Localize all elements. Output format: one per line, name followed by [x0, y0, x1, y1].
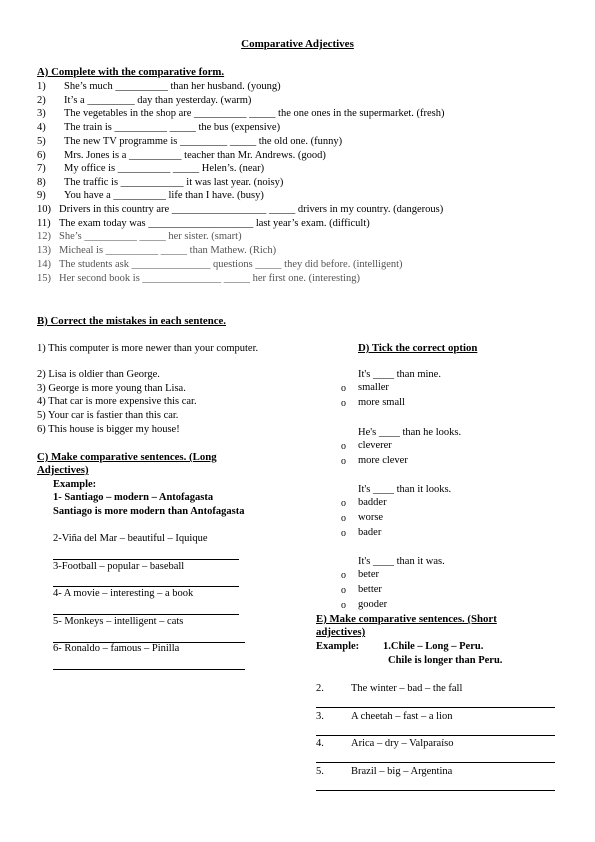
section-b-heading: B) Correct the mistakes in each sentence.: [37, 315, 227, 327]
item-number: 4.: [316, 738, 324, 749]
item-number: 3.: [316, 711, 324, 722]
option-label[interactable]: better: [358, 584, 382, 595]
radio-bullet-icon[interactable]: o: [341, 398, 346, 409]
option-label[interactable]: more clever: [358, 455, 408, 466]
radio-bullet-icon[interactable]: o: [341, 441, 346, 452]
question-prompt: It's ____ than it looks.: [358, 484, 452, 495]
option-label[interactable]: bader: [358, 527, 382, 538]
section-e-heading: E) Make comparative sentences. (Short adjectives): [316, 613, 497, 638]
item-number: 13): [37, 245, 51, 256]
list-item: [37, 95, 251, 106]
list-item: [37, 231, 242, 242]
item-number: 9): [37, 190, 46, 201]
item-text: The exam today was ____________________ last year’s exam. (difficult): [59, 218, 370, 229]
list-item: [37, 177, 283, 188]
radio-bullet-icon[interactable]: o: [341, 600, 346, 611]
section-a-heading: A) Complete with the comparative form.: [37, 66, 225, 78]
answer-line[interactable]: [53, 669, 245, 670]
list-item: [37, 259, 403, 270]
section-b-item: 3) George is more young than Lisa.: [37, 383, 186, 394]
section-e-item: [316, 766, 452, 777]
option-label[interactable]: smaller: [358, 382, 389, 393]
item-text: She’s __________ _____ her sister. (smart): [59, 231, 242, 242]
question-prompt: It's ____ than it was.: [358, 556, 445, 567]
section-c-heading: C) Make comparative sentences. (Long Adjectives): [37, 451, 217, 476]
item-text: The new TV programme is _________ _____ the old one. (funny): [64, 136, 343, 147]
section-c-example-prompt: 1- Santiago – modern – Antofagasta: [53, 492, 214, 503]
section-e-example-answer: Chile is longer than Peru.: [388, 655, 503, 666]
item-text: The train is __________ _____ the bus (expensive): [64, 122, 281, 133]
item-number: 4): [37, 122, 46, 133]
section-e-example-prompt: 1.Chile – Long – Peru.: [383, 641, 484, 652]
item-number: 2): [37, 95, 46, 106]
list-item: [37, 245, 276, 256]
item-text: The traffic is ____________ it was last year. (noisy): [64, 177, 284, 188]
option-label[interactable]: cleverer: [358, 440, 392, 451]
option-label[interactable]: beter: [358, 569, 379, 580]
section-c-example-label: Example:: [53, 479, 97, 490]
section-e-example-label: Example:: [316, 641, 360, 652]
radio-bullet-icon[interactable]: o: [341, 383, 346, 394]
list-item: [37, 108, 445, 119]
radio-bullet-icon[interactable]: o: [341, 585, 346, 596]
item-text: Brazil – big – Argentina: [351, 766, 453, 777]
section-c-item: 3-Football – popular – baseball: [53, 561, 185, 572]
radio-bullet-icon[interactable]: o: [341, 456, 346, 467]
item-text: Her second book is _______________ _____ her first one. (interesting): [59, 273, 360, 284]
list-item: [37, 136, 342, 147]
answer-line[interactable]: [316, 735, 555, 736]
item-text: Mrs. Jones is a __________ teacher than Mr. Andrews. (good): [64, 150, 326, 161]
section-c-item: 2-Viña del Mar – beautiful – Iquique: [53, 533, 208, 544]
section-b-item: 4) That car is more expensive this car.: [37, 396, 197, 407]
option-label[interactable]: badder: [358, 497, 387, 508]
item-text: She’s much __________ than her husband. (young): [64, 81, 281, 92]
list-item: [37, 218, 370, 229]
radio-bullet-icon[interactable]: o: [341, 570, 346, 581]
list-item: [37, 190, 264, 201]
radio-bullet-icon[interactable]: o: [341, 528, 346, 539]
item-text: The students ask _______________ questions _____ they did before. (intelligent): [59, 259, 403, 270]
section-b-item: 5) Your car is fastier than this car.: [37, 410, 179, 421]
item-text: Drivers in this country are __________________ _____ drivers in my country. (dangerous): [59, 204, 444, 215]
section-e-item: [316, 711, 452, 722]
item-number: 11): [37, 218, 51, 229]
section-b-item: 2) Lisa is oldier than George.: [37, 369, 160, 380]
section-c-item: 6- Ronaldo – famous – Pinilla: [53, 643, 180, 654]
option-label[interactable]: worse: [358, 512, 384, 523]
answer-line[interactable]: [316, 707, 555, 708]
item-number: 12): [37, 231, 51, 242]
item-number: 2.: [316, 683, 324, 694]
section-b-item: 6) This house is bigger my house!: [37, 424, 180, 435]
list-item: [37, 122, 280, 133]
item-text: You have a __________ life than I have. (busy): [64, 190, 264, 201]
radio-bullet-icon[interactable]: o: [341, 498, 346, 509]
item-number: 6): [37, 150, 46, 161]
question-prompt: It's ____ than mine.: [358, 369, 441, 380]
item-number: 10): [37, 204, 51, 215]
item-text: The vegetables in the shop are __________ _____ the one ones in the supermarket. (fresh): [64, 108, 445, 119]
item-number: 1): [37, 81, 46, 92]
answer-line[interactable]: [316, 790, 555, 791]
item-number: 8): [37, 177, 46, 188]
answer-line[interactable]: [53, 614, 239, 615]
item-text: My office is __________ _____ Helen’s. (near): [64, 163, 265, 174]
item-number: 7): [37, 163, 46, 174]
list-item: [37, 163, 264, 174]
radio-bullet-icon[interactable]: o: [341, 513, 346, 524]
answer-line[interactable]: [53, 586, 239, 587]
item-text: Arica – dry – Valparaíso: [351, 738, 454, 749]
option-label[interactable]: more small: [358, 397, 405, 408]
section-c-item: 4- A movie – interesting – a book: [53, 588, 194, 599]
page-title: Comparative Adjectives: [241, 38, 354, 50]
item-text: Micheal is __________ _____ than Mathew. (Rich): [59, 245, 277, 256]
item-number: 3): [37, 108, 46, 119]
answer-line[interactable]: [53, 559, 239, 560]
item-number: 5): [37, 136, 46, 147]
section-e-item: [316, 683, 462, 694]
question-prompt: He's ____ than he looks.: [358, 427, 462, 438]
item-number: 14): [37, 259, 51, 270]
option-label[interactable]: gooder: [358, 599, 388, 610]
answer-line[interactable]: [316, 762, 555, 763]
item-text: The winter – bad – the fall: [351, 683, 463, 694]
item-text: A cheetah – fast – a lion: [351, 711, 453, 722]
list-item: [37, 204, 443, 215]
section-b-item: 1) This computer is more newer than your computer.: [37, 343, 259, 354]
section-d-heading: D) Tick the correct option: [358, 342, 478, 354]
item-number: 5.: [316, 766, 324, 777]
item-number: 15): [37, 273, 51, 284]
section-e-item: [316, 738, 453, 749]
list-item: [37, 150, 326, 161]
section-c-example-answer: Santiago is more modern than Antofagasta: [53, 506, 245, 517]
list-item: [37, 81, 281, 92]
section-c-item: 5- Monkeys – intelligent – cats: [53, 616, 184, 627]
list-item: [37, 273, 360, 284]
item-text: It’s a _________ day than yesterday. (warm): [64, 95, 252, 106]
